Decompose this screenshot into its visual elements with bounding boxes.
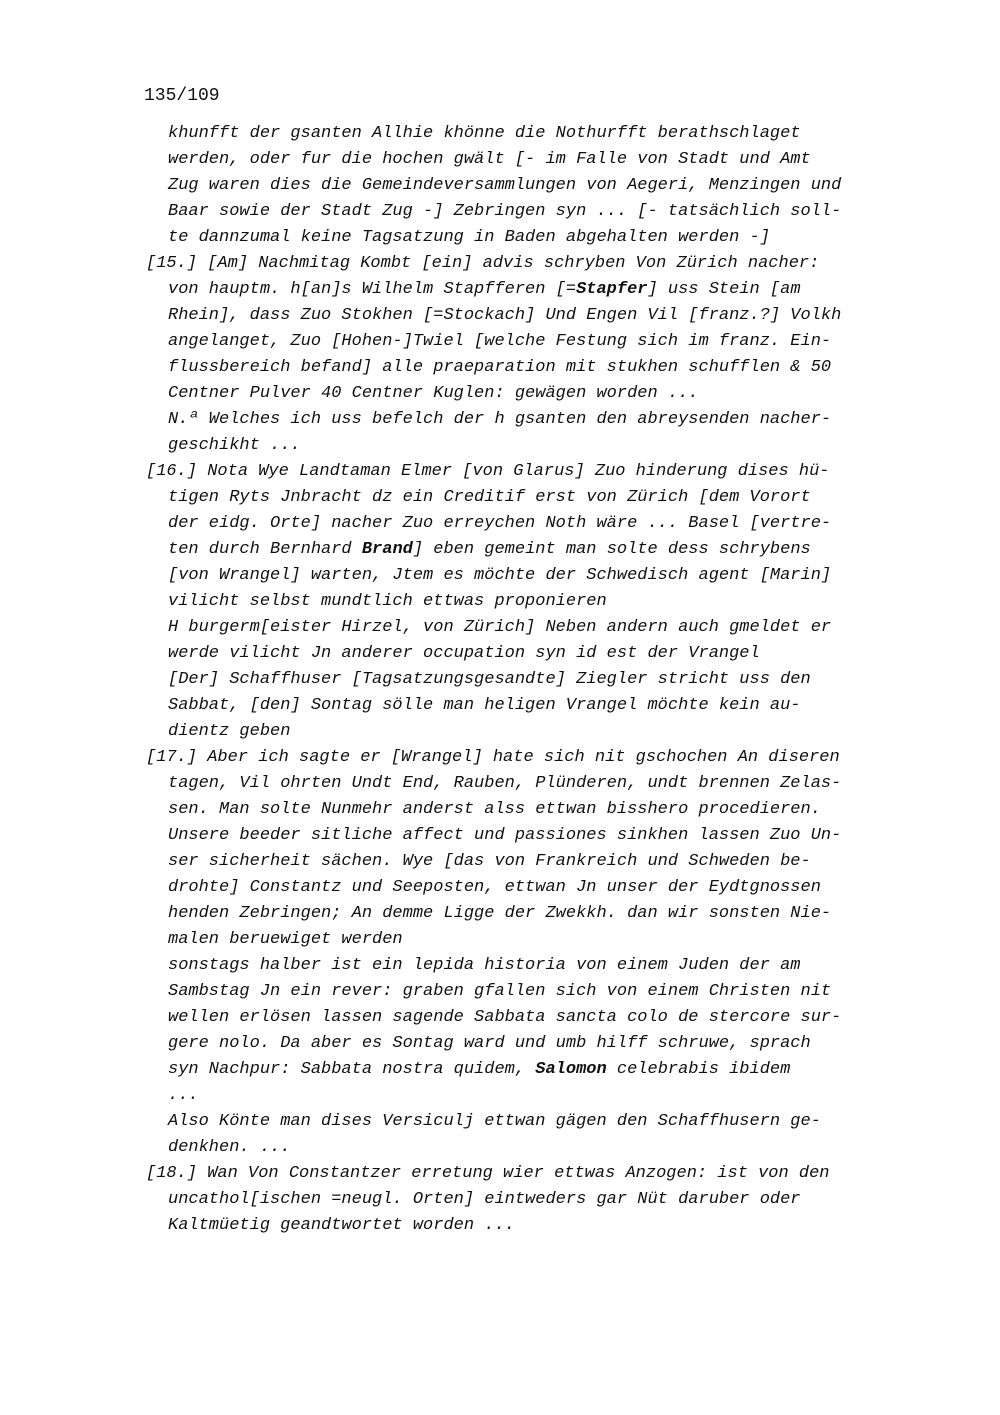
text-span: drohte] Constantz und Seeposten, ettwan Jn unser der Eydtgnossen (168, 878, 821, 897)
text-span: werden, oder fur die hochen gwält [- im Falle von Stadt und Amt (168, 150, 811, 169)
text-line (146, 537, 936, 563)
text-span: Rhein], dass Zuo Stokhen [=Stockach] Und Engen Vil [franz.?] Volkh (168, 306, 842, 325)
text-line (146, 407, 936, 433)
text-span: N.ª Welches ich uss befelch der h gsanten den abreysenden nacher- (168, 410, 832, 429)
text-line (146, 641, 936, 667)
text-line (146, 823, 936, 849)
text-line (146, 875, 936, 901)
text-line (146, 953, 936, 979)
text-span: vilicht selbst mundtlich ettwas proponieren (168, 592, 607, 611)
text-line (146, 251, 936, 277)
text-span: Centner Pulver 40 Centner Kuglen: gewägen worden ... (168, 384, 699, 403)
text-span: [von Wrangel] warten, Jtem es möchte der Schwedisch agent [Marin] (168, 566, 832, 585)
text-line (146, 485, 936, 511)
text-span: flussbereich befand] alle praeparation mit stukhen schufflen & 50 (168, 358, 832, 377)
text-span: uncathol[ischen =neugl. Orten] eintweders gar Nüt daruber oder (168, 1190, 801, 1209)
text-span: [16.] Nota Wye Landtaman Elmer [von Glarus] Zuo hinderung dises hü- (146, 462, 830, 481)
text-line (146, 1031, 936, 1057)
text-span: Sabbat, [den] Sontag sölle man heligen Vrangel möchte kein au- (168, 696, 801, 715)
text-span: malen beruewiget werden (168, 930, 403, 949)
text-line (146, 225, 936, 251)
text-span: Kaltmüetig geandtwortet worden ... (168, 1216, 515, 1235)
text-span: [18.] Wan Von Constantzer erretung wier ettwas Anzogen: ist von den (146, 1164, 830, 1183)
text-span: gere nolo. Da aber es Sontag ward und umb hilff schruwe, sprach (168, 1034, 811, 1053)
text-span: ] uss Stein [am (647, 280, 801, 299)
text-span: tagen, Vil ohrten Undt End, Rauben, Plünderen, undt brennen Zelas- (168, 774, 842, 793)
text-line (146, 719, 936, 745)
text-span: Sambstag Jn ein rever: graben gfallen sich von einem Christen nit (168, 982, 832, 1001)
text-span: ] eben gemeint man solte dess schrybens (412, 540, 811, 559)
text-span: Also Könte man dises Versiculj ettwan gägen den Schaffhusern ge- (168, 1112, 821, 1131)
text-line (146, 1057, 936, 1083)
text-line (146, 459, 936, 485)
text-span: werde vilicht Jn anderer occupation syn id est der Vrangel (168, 644, 760, 663)
text-line (146, 199, 936, 225)
text-span: syn Nachpur: Sabbata nostra quidem, (168, 1060, 536, 1079)
bold-name: Brand (361, 540, 413, 559)
text-line (146, 1213, 936, 1239)
text-line (146, 667, 936, 693)
text-span: der eidg. Orte] nacher Zuo erreychen Noth wäre ... Basel [vertre- (168, 514, 832, 533)
text-line (146, 1109, 936, 1135)
text-span: von hauptm. h[an]s Wilhelm Stapfferen [= (168, 280, 577, 299)
text-line (146, 173, 936, 199)
text-line (146, 589, 936, 615)
text-span: geschikht ... (168, 436, 301, 455)
text-span: wellen erlösen lassen sagende Sabbata sancta colo de stercore sur- (168, 1008, 842, 1027)
text-line (146, 511, 936, 537)
text-span: te dannzumal keine Tagsatzung in Baden abgehalten werden -] (168, 228, 770, 247)
text-line (146, 1187, 936, 1213)
text-line (146, 121, 936, 147)
text-line (146, 433, 936, 459)
text-line (146, 979, 936, 1005)
text-span: ... (168, 1086, 199, 1105)
text-line (146, 849, 936, 875)
text-line (146, 1135, 936, 1161)
text-line (146, 1005, 936, 1031)
text-span: tigen Ryts Jnbracht dz ein Creditif erst von Zürich [dem Vorort (168, 488, 811, 507)
text-span: ser sicherheit sächen. Wye [das von Frankreich und Schweden be- (168, 852, 811, 871)
text-line (146, 693, 936, 719)
text-line (146, 303, 936, 329)
text-line (146, 381, 936, 407)
text-line (146, 901, 936, 927)
page-number: 135/109 (144, 86, 220, 106)
text-line (146, 1161, 936, 1187)
text-span: denkhen. ... (168, 1138, 291, 1157)
text-line (146, 277, 936, 303)
bold-name: Stapfer (576, 280, 648, 299)
text-line (146, 563, 936, 589)
text-line (146, 329, 936, 355)
text-span: sen. Man solte Nunmehr anderst alss ettwan bisshero procedieren. (168, 800, 821, 819)
text-span: henden Zebringen; An demme Ligge der Zwekkh. dan wir sonsten Nie- (168, 904, 832, 923)
text-span: [17.] Aber ich sagte er [Wrangel] hate sich nit gschochen An diseren (146, 748, 840, 767)
text-span: dientz geben (168, 722, 291, 741)
text-line (146, 927, 936, 953)
text-span: Unsere beeder sitliche affect und passiones sinkhen lassen Zuo Un- (168, 826, 842, 845)
text-span: [15.] [Am] Nachmitag Kombt [ein] advis schryben Von Zürich nacher: (146, 254, 820, 273)
bold-name: Salomon (535, 1060, 607, 1079)
text-span: Zug waren dies die Gemeindeversammlungen von Aegeri, Menzingen und (168, 176, 842, 195)
text-span: ten durch Bernhard (168, 540, 362, 559)
text-line (146, 797, 936, 823)
text-span: [Der] Schaffhuser [Tagsatzungsgesandte] Ziegler stricht uss den (168, 670, 811, 689)
document-body (146, 121, 936, 1239)
text-span: H burgerm[eister Hirzel, von Zürich] Neben andern auch gmeldet er (168, 618, 832, 637)
text-line (146, 771, 936, 797)
text-span: celebrabis ibidem (606, 1060, 791, 1079)
text-line (146, 745, 936, 771)
text-span: Baar sowie der Stadt Zug -] Zebringen syn ... [- tatsächlich soll- (168, 202, 842, 221)
text-line (146, 147, 936, 173)
text-line (146, 355, 936, 381)
text-span: sonstags halber ist ein lepida historia von einem Juden der am (168, 956, 801, 975)
text-span: angelanget, Zuo [Hohen-]Twiel [welche Festung sich im franz. Ein- (168, 332, 832, 351)
text-span: khunfft der gsanten Allhie khönne die Nothurfft berathschlaget (168, 124, 801, 143)
text-line (146, 1083, 936, 1109)
text-line (146, 615, 936, 641)
